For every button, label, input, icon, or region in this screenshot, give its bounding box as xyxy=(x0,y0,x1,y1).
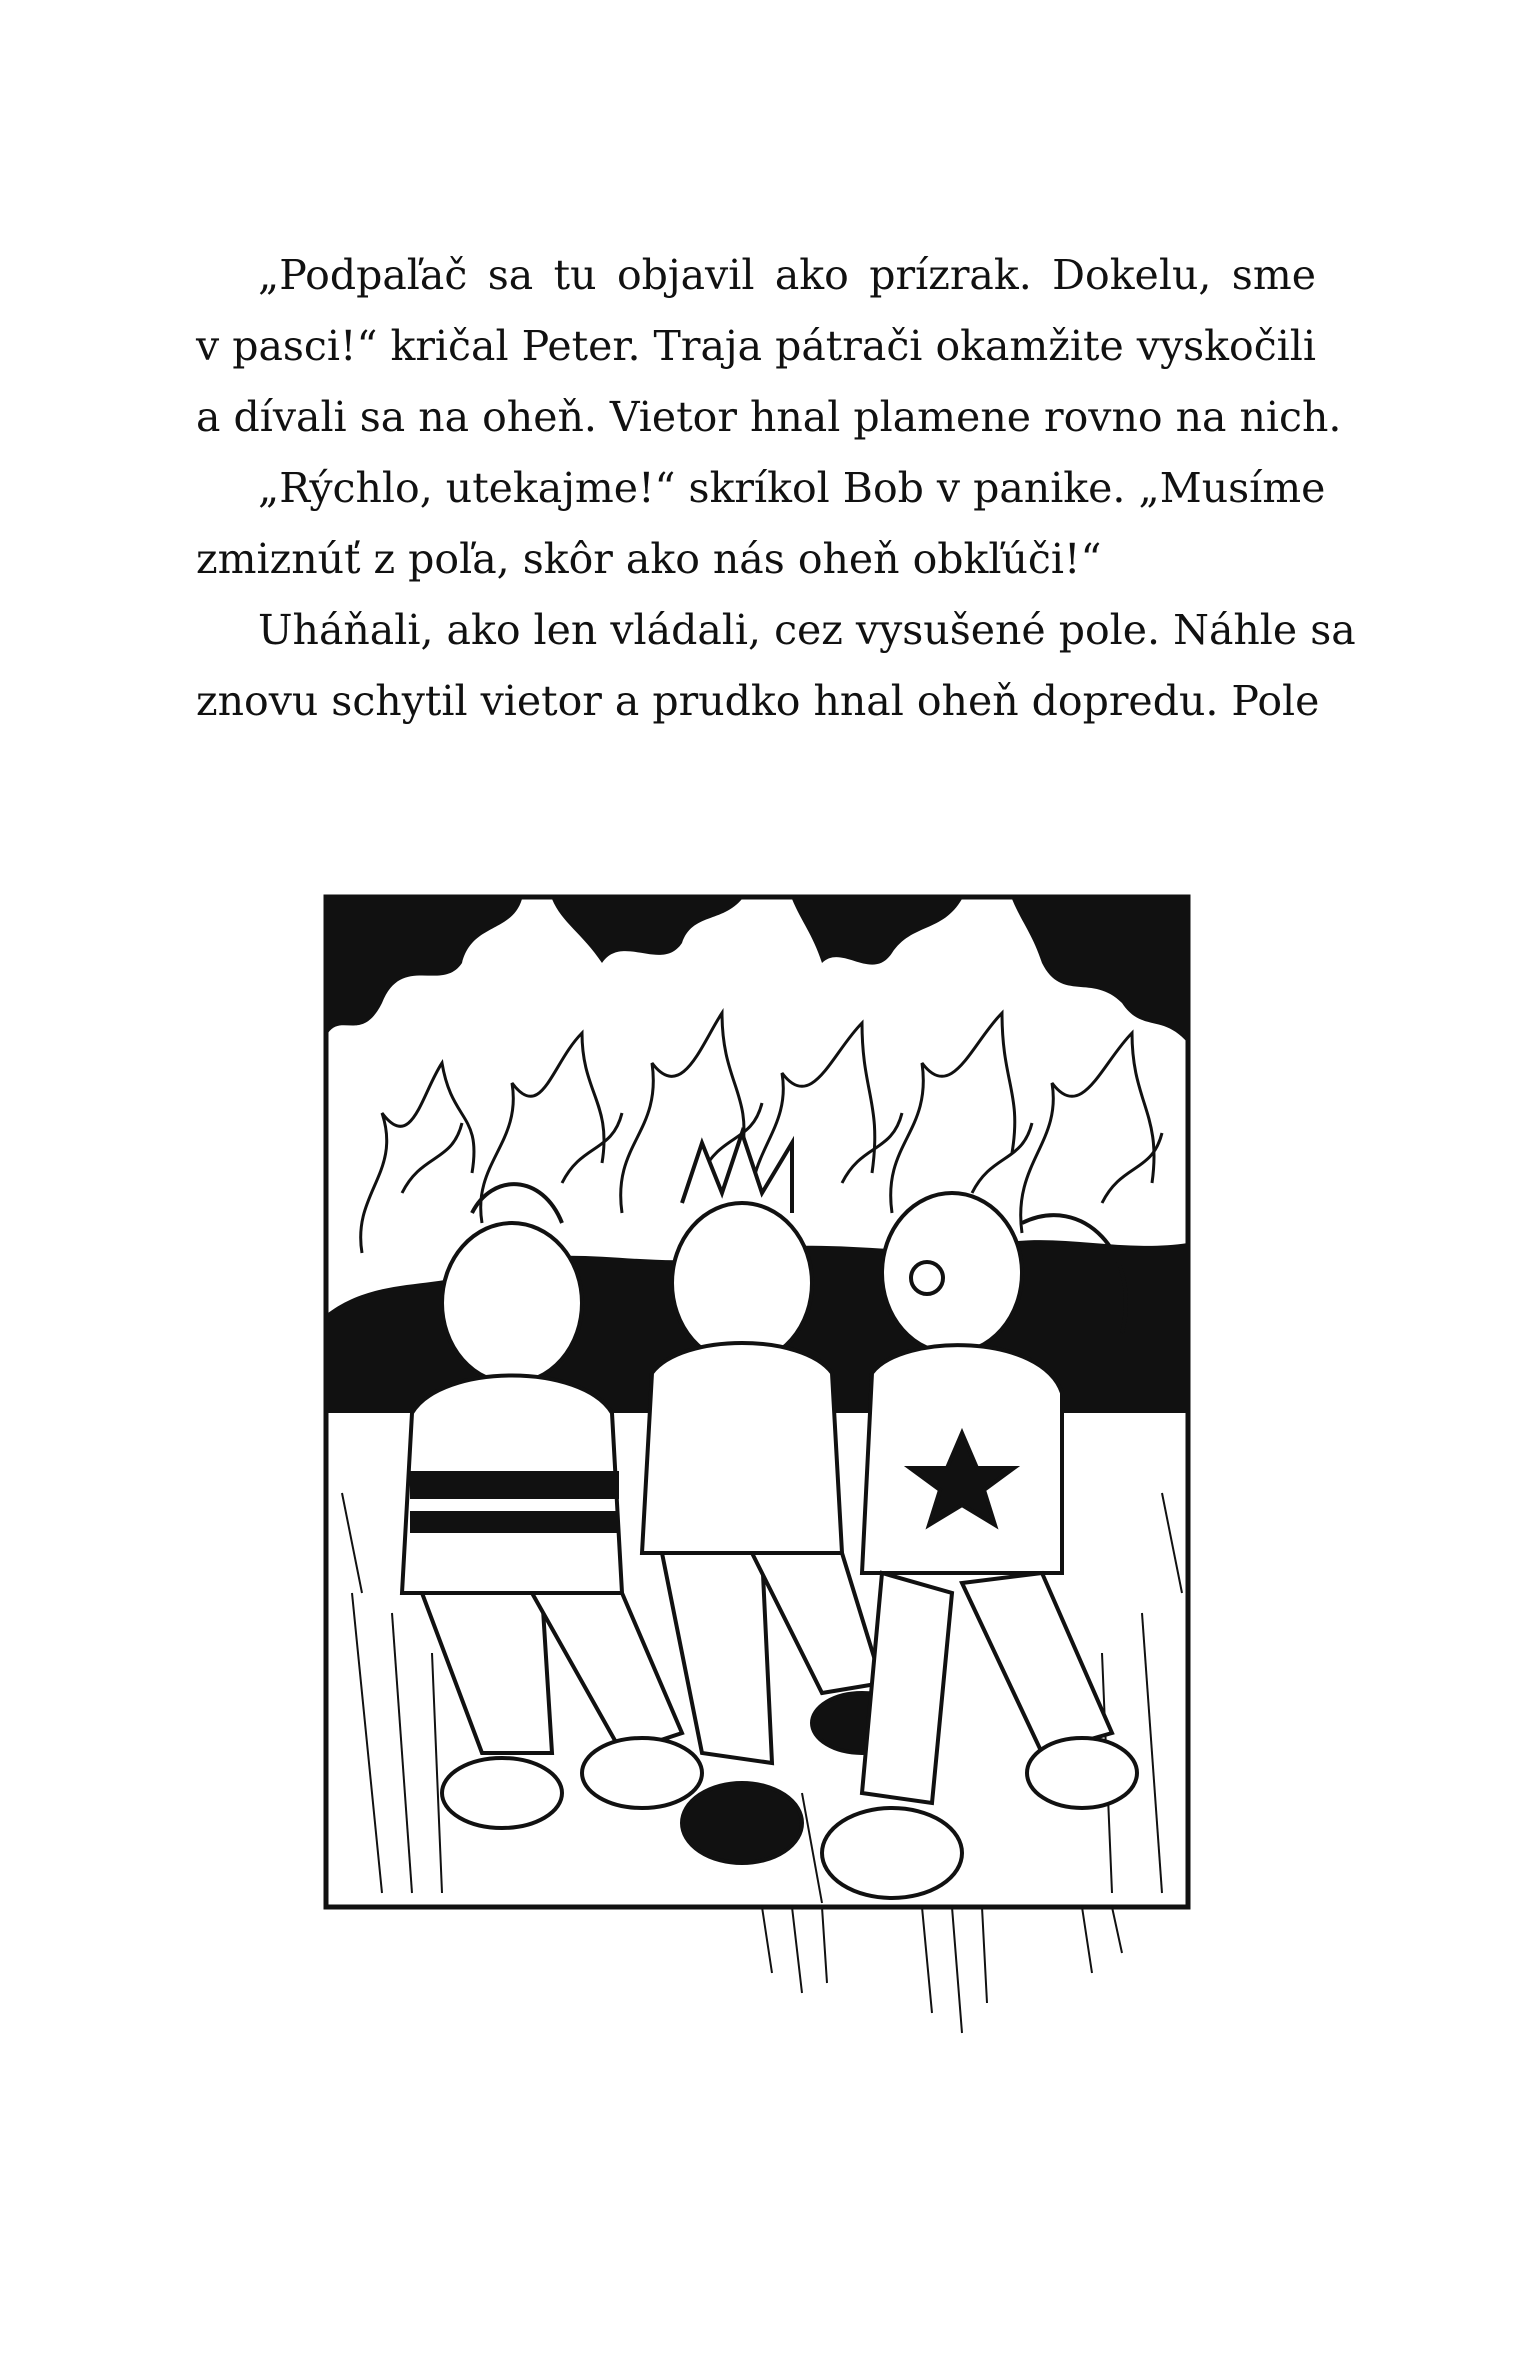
body-text xyxy=(196,240,1356,737)
text-line: zmiznúť z poľa, skôr ako nás oheň obkľúči!“ xyxy=(196,535,1102,583)
paragraph-2 xyxy=(196,453,1326,595)
text-line: a dívali sa na oheň. Vietor hnal plamene rovno na nich. xyxy=(196,393,1342,441)
fire-escape-illustration xyxy=(322,893,1193,2045)
text-line: Uháňali, ako len vládali, cez vysušené pole. Náhle sa xyxy=(258,606,1356,654)
text-line: znovu schytil vietor a prudko hnal oheň dopredu. Pole xyxy=(196,677,1320,725)
paragraph-1 xyxy=(196,240,1342,453)
text-line: „Podpaľač sa tu objavil ako prízrak. Dokelu, sme xyxy=(258,251,1316,299)
text-line: v pasci!“ kričal Peter. Traja pátrači okamžite vyskočili xyxy=(196,322,1316,370)
text-line: „Rýchlo, utekajme!“ skríkol Bob v panike. „Musíme xyxy=(258,464,1326,512)
paragraph-3 xyxy=(196,595,1356,737)
three-boys-running-icon xyxy=(322,893,1193,2045)
